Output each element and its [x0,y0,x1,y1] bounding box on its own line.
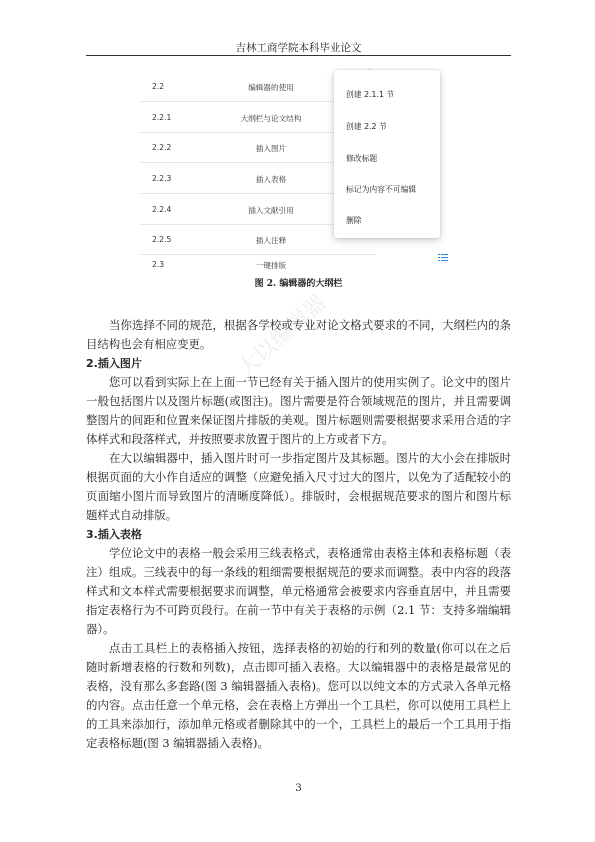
outline-number: 2.3 [152,260,165,269]
body-text [86,316,511,753]
outline-number: 2.2.2 [152,143,172,152]
outline-number: 2.2 [152,82,165,91]
figure-caption: 图 2. 编辑器的大纲栏 [254,279,343,289]
page-number: 3 [295,783,302,794]
paragraph: 学位论文中的表格一般会采用三线表格式，表格通常由表格主体和表格标题（表注）组成。三线表中的每一条线的粗细需要根据规范的要求而调整。表中内容的段落样式和文本样式需要根据要求而调整，单元格通常会被要求内容垂直居中，并且需要指定表格行为不可跨页段行。在前一节中有关于表格的示例（2.1 节：支持多端编辑器）。 [86,546,511,636]
menu-item-create-2-1-1[interactable]: 创建 2.1.1 节 [346,90,395,99]
outline-title: 插入表格 [255,175,287,184]
menu-item-delete[interactable]: 删除 [346,216,362,225]
paragraph: 当你选择不同的规范，根据各学校或专业对论文格式要求的不同，大纲栏内的条目结构也会有相应变更。 [86,318,511,351]
paragraph: 您可以看到实际上在上面一节已经有关于插入图片的使用实例了。论文中的图片一般包括图片以及图片标题(或图注)。图片需要是符合领域规范的图片，并且需要调整图片的间距和位置来保证图片排版的美观。图片标题则需要根据要求采用合适的字体样式和段落样式，并按照要求放置于图片的上方或者下方。 [86,375,511,446]
outline-number: 2.2.5 [152,235,172,244]
outline-title: 插入注释 [255,236,287,245]
watermark: 大以编辑器 [233,290,332,383]
paragraph: 点击工具栏上的表格插入按钮，选择表格的初始的行和列的数量(你可以在之后随时新增表格的行数和列数)，点击即可插入表格。大以编辑器中的表格是最常见的表格，没有那么多套路(图 3 编辑器插入表格)。您可以以纯文本的方式录入各单元格的内容。点击任意一个单元格，会在表格上方弹出一个工具栏，你可以使用工具栏上的工具来添加行，添加单元格或者删除其中的一个，工具栏上的最后一个工具用于指定表格标题(图 3 编辑器插入表格)。 [86,641,511,750]
page-header: 吉林工商学院本科毕业论文 [235,42,362,54]
menu-item-edit-title[interactable]: 修改标题 [346,154,378,163]
menu-item-create-2-2[interactable]: 创建 2.2 节 [346,122,387,131]
menu-item-mark-uneditable[interactable]: 标记为内容不可编辑 [346,185,417,194]
outline-figure [140,68,458,270]
header-rule [86,55,511,56]
outline-number: 2.2.3 [152,174,172,183]
list-icon[interactable] [438,254,448,262]
paragraph: 在大以编辑器中，插入图片时可一步指定图片及其标题。图片的大小会在排版时根据页面的大小作自适应的调整（应避免插入尺寸过大的图片，以免为了适配较小的页面缩小图片而导致图片的清晰度降低）。排版时，会根据规范要求的图片和图片标题样式自动排版。 [86,451,511,522]
outline-title: 一键排版 [255,261,287,270]
context-menu [334,70,440,238]
section-heading: 3.插入表格 [86,528,142,541]
outline-title: 编辑器的使用 [248,83,294,92]
section-heading: 2.插入图片 [86,357,142,370]
outline-number: 2.2.4 [152,205,172,214]
outline-title: 插入文献引用 [248,206,294,215]
outline-title: 大纲栏与论文结构 [240,114,302,123]
outline-number: 2.2.1 [152,113,172,122]
outline-title: 插入图片 [255,144,287,153]
